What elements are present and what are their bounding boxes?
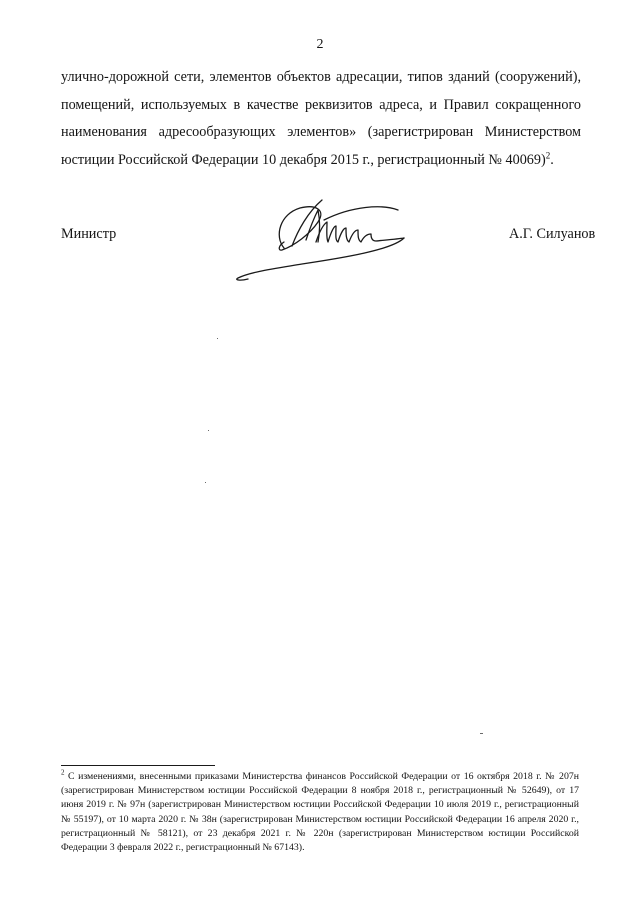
body-end-punctuation: . xyxy=(550,151,554,168)
footnote-marker: 2 xyxy=(61,768,65,777)
scan-speck xyxy=(217,338,218,339)
handwritten-signature xyxy=(232,196,407,294)
footnote-separator xyxy=(61,765,215,766)
body-paragraph xyxy=(61,64,581,174)
scan-speck xyxy=(205,482,206,483)
footnote-reference: 2 xyxy=(545,149,551,160)
page-number: 2 xyxy=(316,37,324,52)
scan-speck xyxy=(480,733,483,734)
footnote xyxy=(61,770,579,855)
footnote-text: С изменениями, внесенными приказами Министерства финансов Российской Федерации от 16 октября 2018 г. № 207н (зарегистрирован Министерством юстиции Российской Федерации 8 ноября 2018 г., регистрационный № 52649), от 17 июня 2019 г. № 97н (зарегистрирован Министерством юстиции Российской Федерации 10 июля 2019 г., регистрационный № 55197), от 10 марта 2020 г. № 38н (зарегистрирован Министерством юстиции Российской Федерации 16 апреля 2020 г., регистрационный № 58121), от 23 декабря 2021 г. № 220н (зарегистрирован Министерством юстиции Российской Федерации 3 февраля 2022 г., регистрационный № 67143). xyxy=(61,771,579,854)
body-text: улично-дорожной сети, элементов объектов адресации, типов зданий (сооружений), помещений, используемых в качестве реквизитов адреса, и Правил сокращенного наименования адресообразующих элементов» (зарегистрирован Министерством юстиции Российской Федерации 10 декабря 2015 г., регистрационный № 40069) xyxy=(61,69,581,168)
scan-speck xyxy=(208,430,209,431)
minister-name: А.Г. Силуанов xyxy=(509,226,596,242)
minister-title: Министр xyxy=(61,226,117,242)
